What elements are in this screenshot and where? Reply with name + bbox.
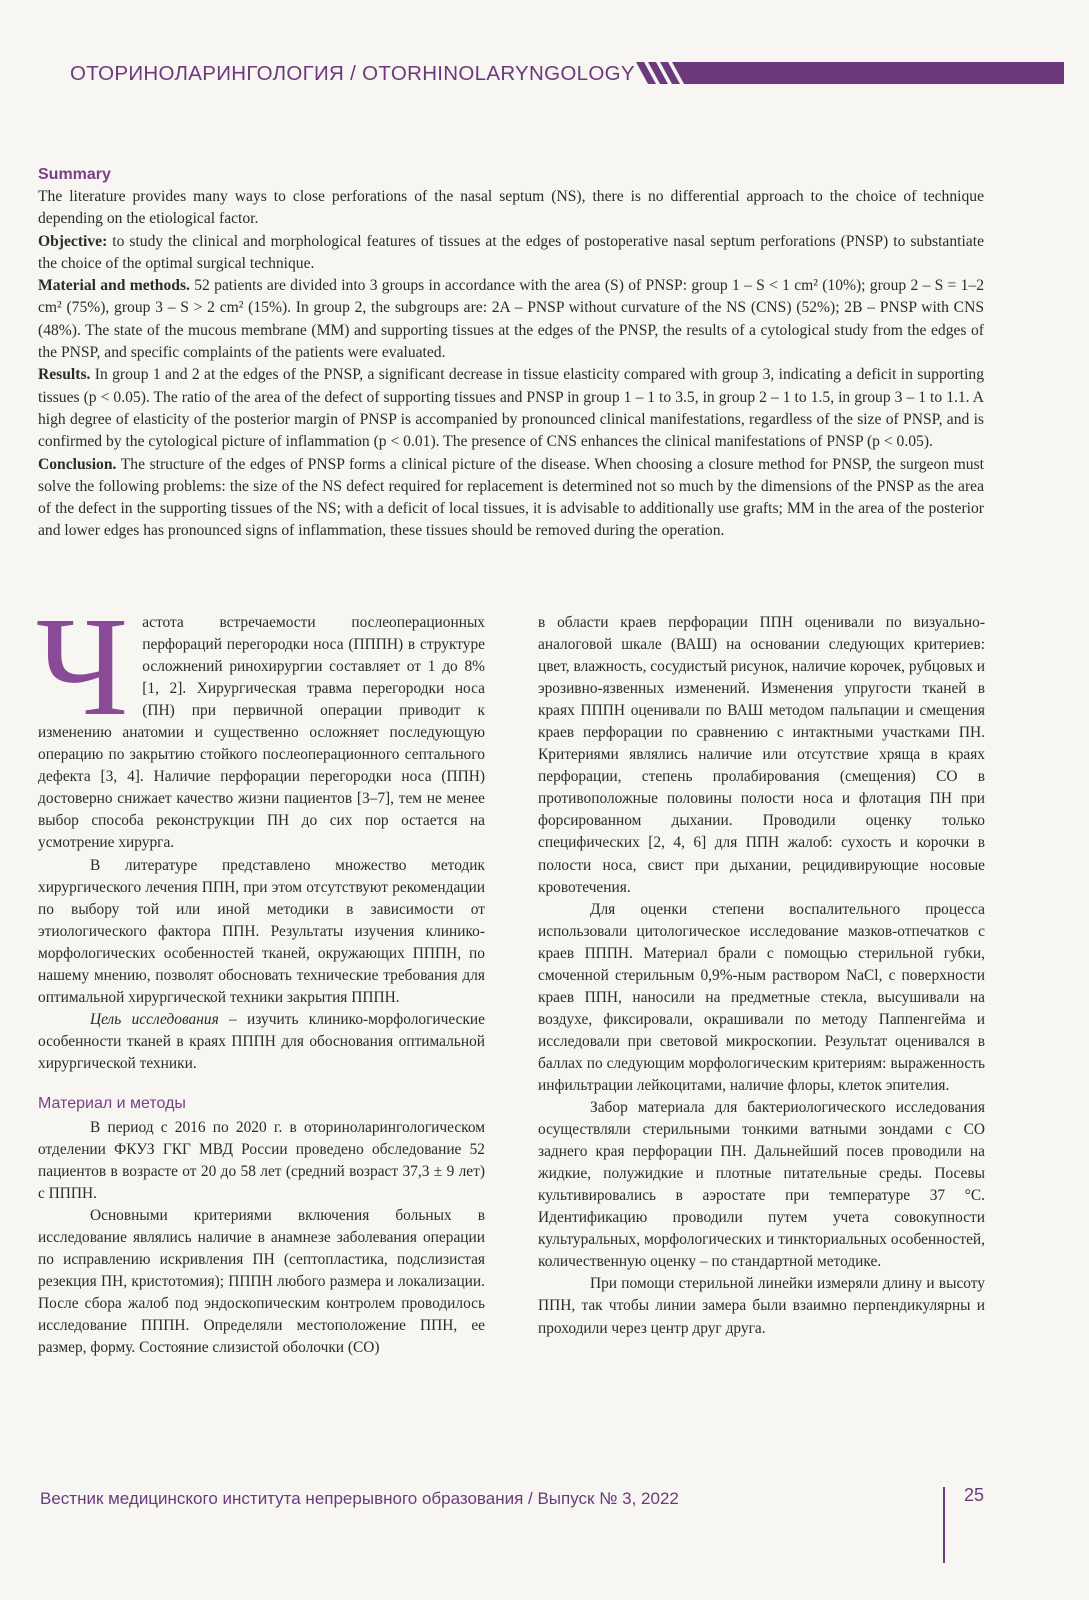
aim-text: – изучить клинико-морфологические особенности тканей в краях ПППН для обоснования оптимальной хирургической техники. xyxy=(38,1010,485,1072)
results-label: Results. xyxy=(38,366,91,384)
conclusion-label: Conclusion. xyxy=(38,455,117,473)
summary-results xyxy=(38,364,984,453)
bacteriology-paragraph: Забор материала для бактериологического исследования осуществляли стерильными тонкими ватными зондами с СО заднего края перфорации ПН. Дальнейший посев проводили на жидкие, полужидкие и плотные питательные среды. Посевы культивировались в аэростате при температуре 37 °C. Идентификацию проводили путем учета совокупности культуральных, морфологических и тинкториальных особенностей, количественную оценку – по стандартной методике. xyxy=(538,1099,985,1271)
summary-heading: Summary xyxy=(38,166,111,183)
right-column xyxy=(538,612,985,1340)
results-text: In group 1 and 2 at the edges of the PNSP, a significant decrease in tissue elasticity compared with group 3, indicating a deficit in supporting tissues (p < 0.05). The ratio of the area of the defect of supporting tissues and PNSP in group 1 – 1 to 3.5, in group 2 – 1 to 1.5, in group 3 – 1 to 1.1. A high degree of elasticity of the posterior margin of PNSP is accompanied by pronounced clinical manifestations, regardless of the size of PNSP, and is confirmed by the cytological picture of inflammation (p < 0.01). The presence of CNS enhances the clinical manifestations of PNSP (p < 0.05). xyxy=(38,366,984,451)
left-column xyxy=(36,587,485,1360)
header-decorative-bar xyxy=(636,62,1064,84)
intro-paragraph xyxy=(36,587,485,855)
summary-intro: The literature provides many ways to close perforations of the nasal septum (NS), there is no differential approach to the choice of technique depending on the etiological factor. xyxy=(38,188,984,228)
summary-block xyxy=(38,164,984,543)
footer-divider xyxy=(943,1487,945,1563)
running-header xyxy=(70,60,1064,88)
methods-heading: Материал и методы xyxy=(38,1094,186,1112)
objective-label: Objective: xyxy=(38,232,108,250)
methods-text: 52 patients are divided into 3 groups in accordance with the area (S) of PNSP: group 1 – S < 1 cm² (10%); group 2 – S = 1–2 cm² (75%), group 3 – S > 2 cm² (15%). In group 2, the subgroups are: 2A – PNSP without curvature of the NS (CNS) (52%); 2B – PNSP with CNS (48%). The state of the mucous membrane (MM) and supporting tissues at the edges of the PNSP, the results of a cytological study from the edges of the PNSP, and specific complaints of the patients were evaluated. xyxy=(38,277,984,362)
intro-text: астота встречаемости послеоперационных перфораций перегородки носа (ПППН) в структуре осложнений ринохирургии составляет от 1 до 8% [1, 2]. Хирургическая травма перегородки носа (ПН) при первичной операции приводит к изменению анатомии и существенно осложняет последующую операцию по закрытию стойкого послеоперационного септального дефекта [3, 4]. Наличие перфорации перегородки носа (ППН) достоверно снижает качество жизни пациентов [3–7], тем не менее выбор способа реконструкции ПН до сих пор остается на усмотрение хирурга. xyxy=(38,614,485,852)
methods-paragraph-2: Основными критериями включения больных в исследование являлись наличие в анамнезе заболевания операции по исправлению искривления ПН (септопластика, подслизистая резекция ПН, кристотомия); ПППН любого размера и локализации. После сбора жалоб под эндоскопическим контролем проводилось исследование ПППН. Определяли местоположение ППН, ее размер, форму. Состояние слизистой оболочки (СО) xyxy=(38,1207,485,1357)
measurement-paragraph: При помощи стерильной линейки измеряли длину и высоту ППН, так чтобы линии замера были взаимно перпендикулярны и проходили через центр друг друга. xyxy=(538,1275,985,1337)
methods-label: Material and methods. xyxy=(38,277,190,295)
cytology-paragraph: Для оценки степени воспалительного процесса использовали цитологическое исследование мазков-отпечатков с краев ПППН. Материал брали с помощью стерильной губки, смоченной стерильным 0,9%-ным раствором NaCl, с поверхности краев ППН, наносили на предметные стекла, высушивали на воздухе, фиксировали, окрашивали по методу Паппенгейма и исследовали при световой микроскопии. Результат оценивался в баллах по следующим морфологическим критериям: выраженность инфильтрации лейкоцитами, наличие флоры, клеток эпителия. xyxy=(538,900,985,1094)
aim-paragraph xyxy=(38,1009,485,1075)
page-footer xyxy=(40,1487,1050,1567)
summary-methods xyxy=(38,275,984,364)
aim-label: Цель исследования xyxy=(90,1010,219,1028)
conclusion-text: The structure of the edges of PNSP forms a clinical picture of the disease. When choosing a closure method for PNSP, the surgeon must solve the following problems: the size of the NS defect required for replacement is determined not so much by the dimensions of the PNSP as the area of the defect in the supporting tissues of the NS; with a deficit of local tissues, it is advisable to additionally use grafts; MM in the area of the posterior and lower edges has pronounced signs of inflammation, these tissues should be removed during the operation. xyxy=(38,455,984,540)
journal-title: Вестник медицинского института непрерывного образования / Выпуск № 3, 2022 xyxy=(40,1489,679,1508)
page-number: 25 xyxy=(964,1485,985,1505)
literature-paragraph: В литературе представлено множество методик хирургического лечения ППН, при этом отсутствуют рекомендации по выбору той или иной методики в зависимости от этиологического фактора ППН. Результаты изучения клинико-морфологических особенностей тканей, окружающих ПППН, по нашему мнению, позволят обосновать технические требования для оптимальной хирургической техники закрытия ПППН. xyxy=(38,856,485,1006)
section-title: ОТОРИНОЛАРИНГОЛОГИЯ / OTORHINOLARYNGOLOGY xyxy=(70,62,635,85)
summary-objective xyxy=(38,231,984,276)
drop-cap: Ч xyxy=(36,587,129,745)
objective-text: to study the clinical and morphological features of tissues at the edges of postoperative nasal septum perforations (PNSP) to substantiate the choice of the optimal surgical technique. xyxy=(38,232,984,272)
methods-paragraph-1: В период с 2016 по 2020 г. в оториноларингологическом отделении ФКУЗ ГКГ МВД России проведено обследование 52 пациентов в возрасте от 20 до 58 лет (средний возраст 37,3 ± 9 лет) с ПППН. xyxy=(38,1118,485,1203)
summary-conclusion xyxy=(38,454,984,543)
methods-paragraph-3: в области краев перфорации ППН оценивали по визуально-аналоговой шкале (ВАШ) на основании следующих критериев: цвет, влажность, сосудистый рисунок, наличие корочек, рубцовых и эрозивно-язвенных изменений. Изменения упругости тканей в краях ПППН оценивали по ВАШ методом пальпации и смещения краев перфорации по сравнению с интактными участками ПН. Критериями являлись наличие или отсутствие хряща в краях перфорации, степень пролабирования (смещения) СО в противоположные половины полости носа и флотация ПН при форсированном дыхании. Проводили оценку только специфических [2, 4, 6] для ППН жалоб: сухость и корочки в полости носа, свист при дыхании, рецидивирующие носовые кровотечения. xyxy=(538,614,986,896)
